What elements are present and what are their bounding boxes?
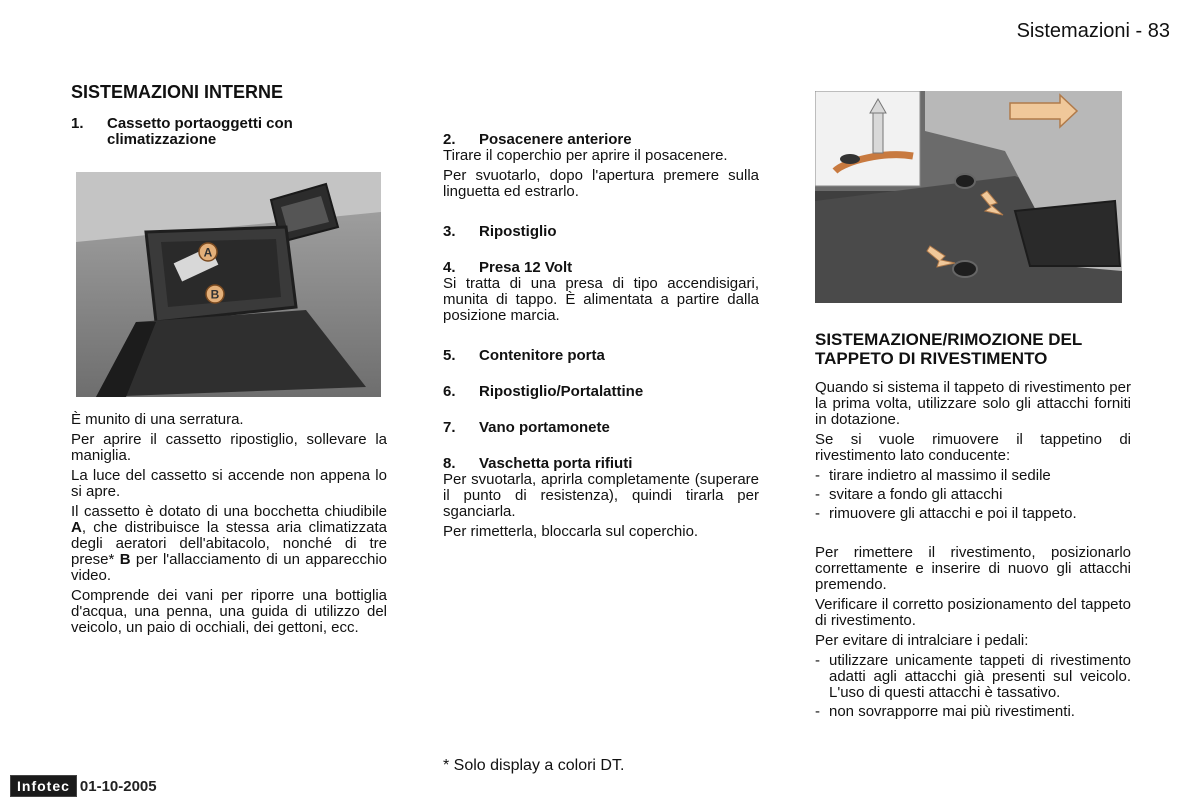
list-item <box>815 704 1131 720</box>
bullet-dash: - <box>815 505 820 522</box>
paragraph: Si tratta di una presa di tipo accendisigari, munita di tappo. È alimentata a partire dalla posizione marcia. <box>443 275 759 324</box>
paragraph: Per rimetterla, bloccarla sul coperchio. <box>443 523 699 540</box>
bullet-dash: - <box>815 486 820 503</box>
column-middle <box>443 132 759 544</box>
bold-ref-a: A <box>71 519 82 536</box>
paragraph: La luce del cassetto si accende non appena lo si apre. <box>71 467 387 500</box>
pedal-safety-list <box>815 653 1131 720</box>
paragraph: È munito di una serratura. <box>71 411 244 428</box>
paragraph-vent-outlets <box>71 504 387 584</box>
item-number: 8. <box>443 455 456 472</box>
item-heading-7 <box>443 420 759 436</box>
item-heading-2 <box>443 132 759 148</box>
bold-ref-b: B <box>119 551 131 568</box>
list-item-text: tirare indietro al massimo il sedile <box>829 467 1051 484</box>
item-title: Vano portamonete <box>479 419 610 436</box>
item-title: Ripostiglio/Portalattine <box>479 383 644 400</box>
print-date: 01-10-2005 <box>79 777 157 795</box>
marker-a-label: A <box>203 245 213 260</box>
item-title: Vaschetta porta rifiuti <box>479 455 633 472</box>
item-number: 5. <box>443 347 456 364</box>
item-heading-1 <box>71 116 387 148</box>
item-heading-8 <box>443 456 759 472</box>
list-item-text: svitare a fondo gli attacchi <box>829 486 1003 503</box>
list-item-text: rimuovere gli attacchi e poi il tappeto. <box>829 505 1077 522</box>
paragraph: Per svuotarla, aprirla completamente (superare il punto di resistenza), quindi tirarla per sganciarla. <box>443 471 759 520</box>
item-heading-3 <box>443 224 759 240</box>
item-title: Cassetto portaoggetti con climatizzazione <box>107 115 293 148</box>
text-run: , che distribuisce la stessa aria climatizzata degli aeratori dell'abitacolo, nonché di tre prese* <box>71 519 387 568</box>
section-title-floor-mat: SISTEMAZIONE/RIMOZIONE DEL TAPPETO DI RIVESTIMENTO <box>815 330 1082 368</box>
paragraph: Per svuotarlo, dopo l'apertura premere sulla linguetta ed estrarlo. <box>443 167 759 200</box>
floor-mat-illustration <box>815 91 1122 303</box>
glovebox-photo <box>76 172 381 397</box>
item-title: Presa 12 Volt <box>479 259 573 276</box>
item-number: 7. <box>443 419 456 436</box>
item-title: Contenitore porta <box>479 347 605 364</box>
glovebox-illustration <box>76 172 381 397</box>
paragraph: Verificare il corretto posizionamento del tappeto di rivestimento. <box>815 596 1132 629</box>
list-item <box>815 653 1131 701</box>
list-item <box>815 487 1131 503</box>
item-heading-5 <box>443 348 759 364</box>
item-heading-4 <box>443 260 759 276</box>
floor-mat-photo <box>815 91 1122 303</box>
bullet-dash: - <box>815 467 820 484</box>
list-item-text: utilizzare unicamente tappeti di rivestimento adatti agli attacchi già presenti sul veicolo. L'uso di questi attacchi è tassativo. <box>829 652 1131 701</box>
paragraph: Se si vuole rimuovere il tappetino di rivestimento lato conducente: <box>815 431 1131 464</box>
column-left-text <box>71 412 387 640</box>
section-title-interior: SISTEMAZIONI INTERNE <box>71 82 284 102</box>
item-number: 1. <box>71 115 84 132</box>
item-heading-6 <box>443 384 759 400</box>
infotec-logo: Infotec <box>10 775 77 797</box>
paragraph: Per aprire il cassetto ripostiglio, sollevare la maniglia. <box>71 431 387 464</box>
item-number: 6. <box>443 383 456 400</box>
list-item-text: non sovrapporre mai più rivestimenti. <box>829 703 1075 720</box>
column-left <box>71 82 387 148</box>
item-title: Ripostiglio <box>479 223 557 240</box>
paragraph: Per rimettere il rivestimento, posizionarlo correttamente e inserire di nuovo gli attacchi premendo. <box>815 544 1131 593</box>
paragraph: Comprende dei vani per riporre una bottiglia d'acqua, una penna, una guida di utilizzo del veicolo, un paio di occhiali, dei gettoni, ecc. <box>71 587 387 636</box>
bullet-dash: - <box>815 703 820 720</box>
item-number: 2. <box>443 131 456 148</box>
list-item <box>815 468 1131 484</box>
bullet-dash: - <box>815 652 820 669</box>
column-right <box>815 330 1131 723</box>
text-run: Il cassetto è dotato di una bocchetta chiudibile <box>71 503 387 520</box>
removal-steps-list <box>815 468 1131 522</box>
item-number: 3. <box>443 223 456 240</box>
paragraph: Per evitare di intralciare i pedali: <box>815 632 1029 649</box>
paragraph: Tirare il coperchio per aprire il posacenere. <box>443 147 728 164</box>
item-number: 4. <box>443 259 456 276</box>
footer <box>10 775 157 797</box>
list-item <box>815 506 1131 522</box>
marker-b-label: B <box>210 287 220 302</box>
text-run: per l'allacciamento di un apparecchio video. <box>71 551 387 584</box>
item-title: Posacenere anteriore <box>479 131 632 148</box>
paragraph: Quando si sistema il tappeto di rivestimento per la prima volta, utilizzare solo gli attacchi forniti in dotazione. <box>815 379 1131 428</box>
footnote: * Solo display a colori DT. <box>443 757 625 774</box>
page-header: Sistemazioni - 83 <box>1016 20 1170 42</box>
